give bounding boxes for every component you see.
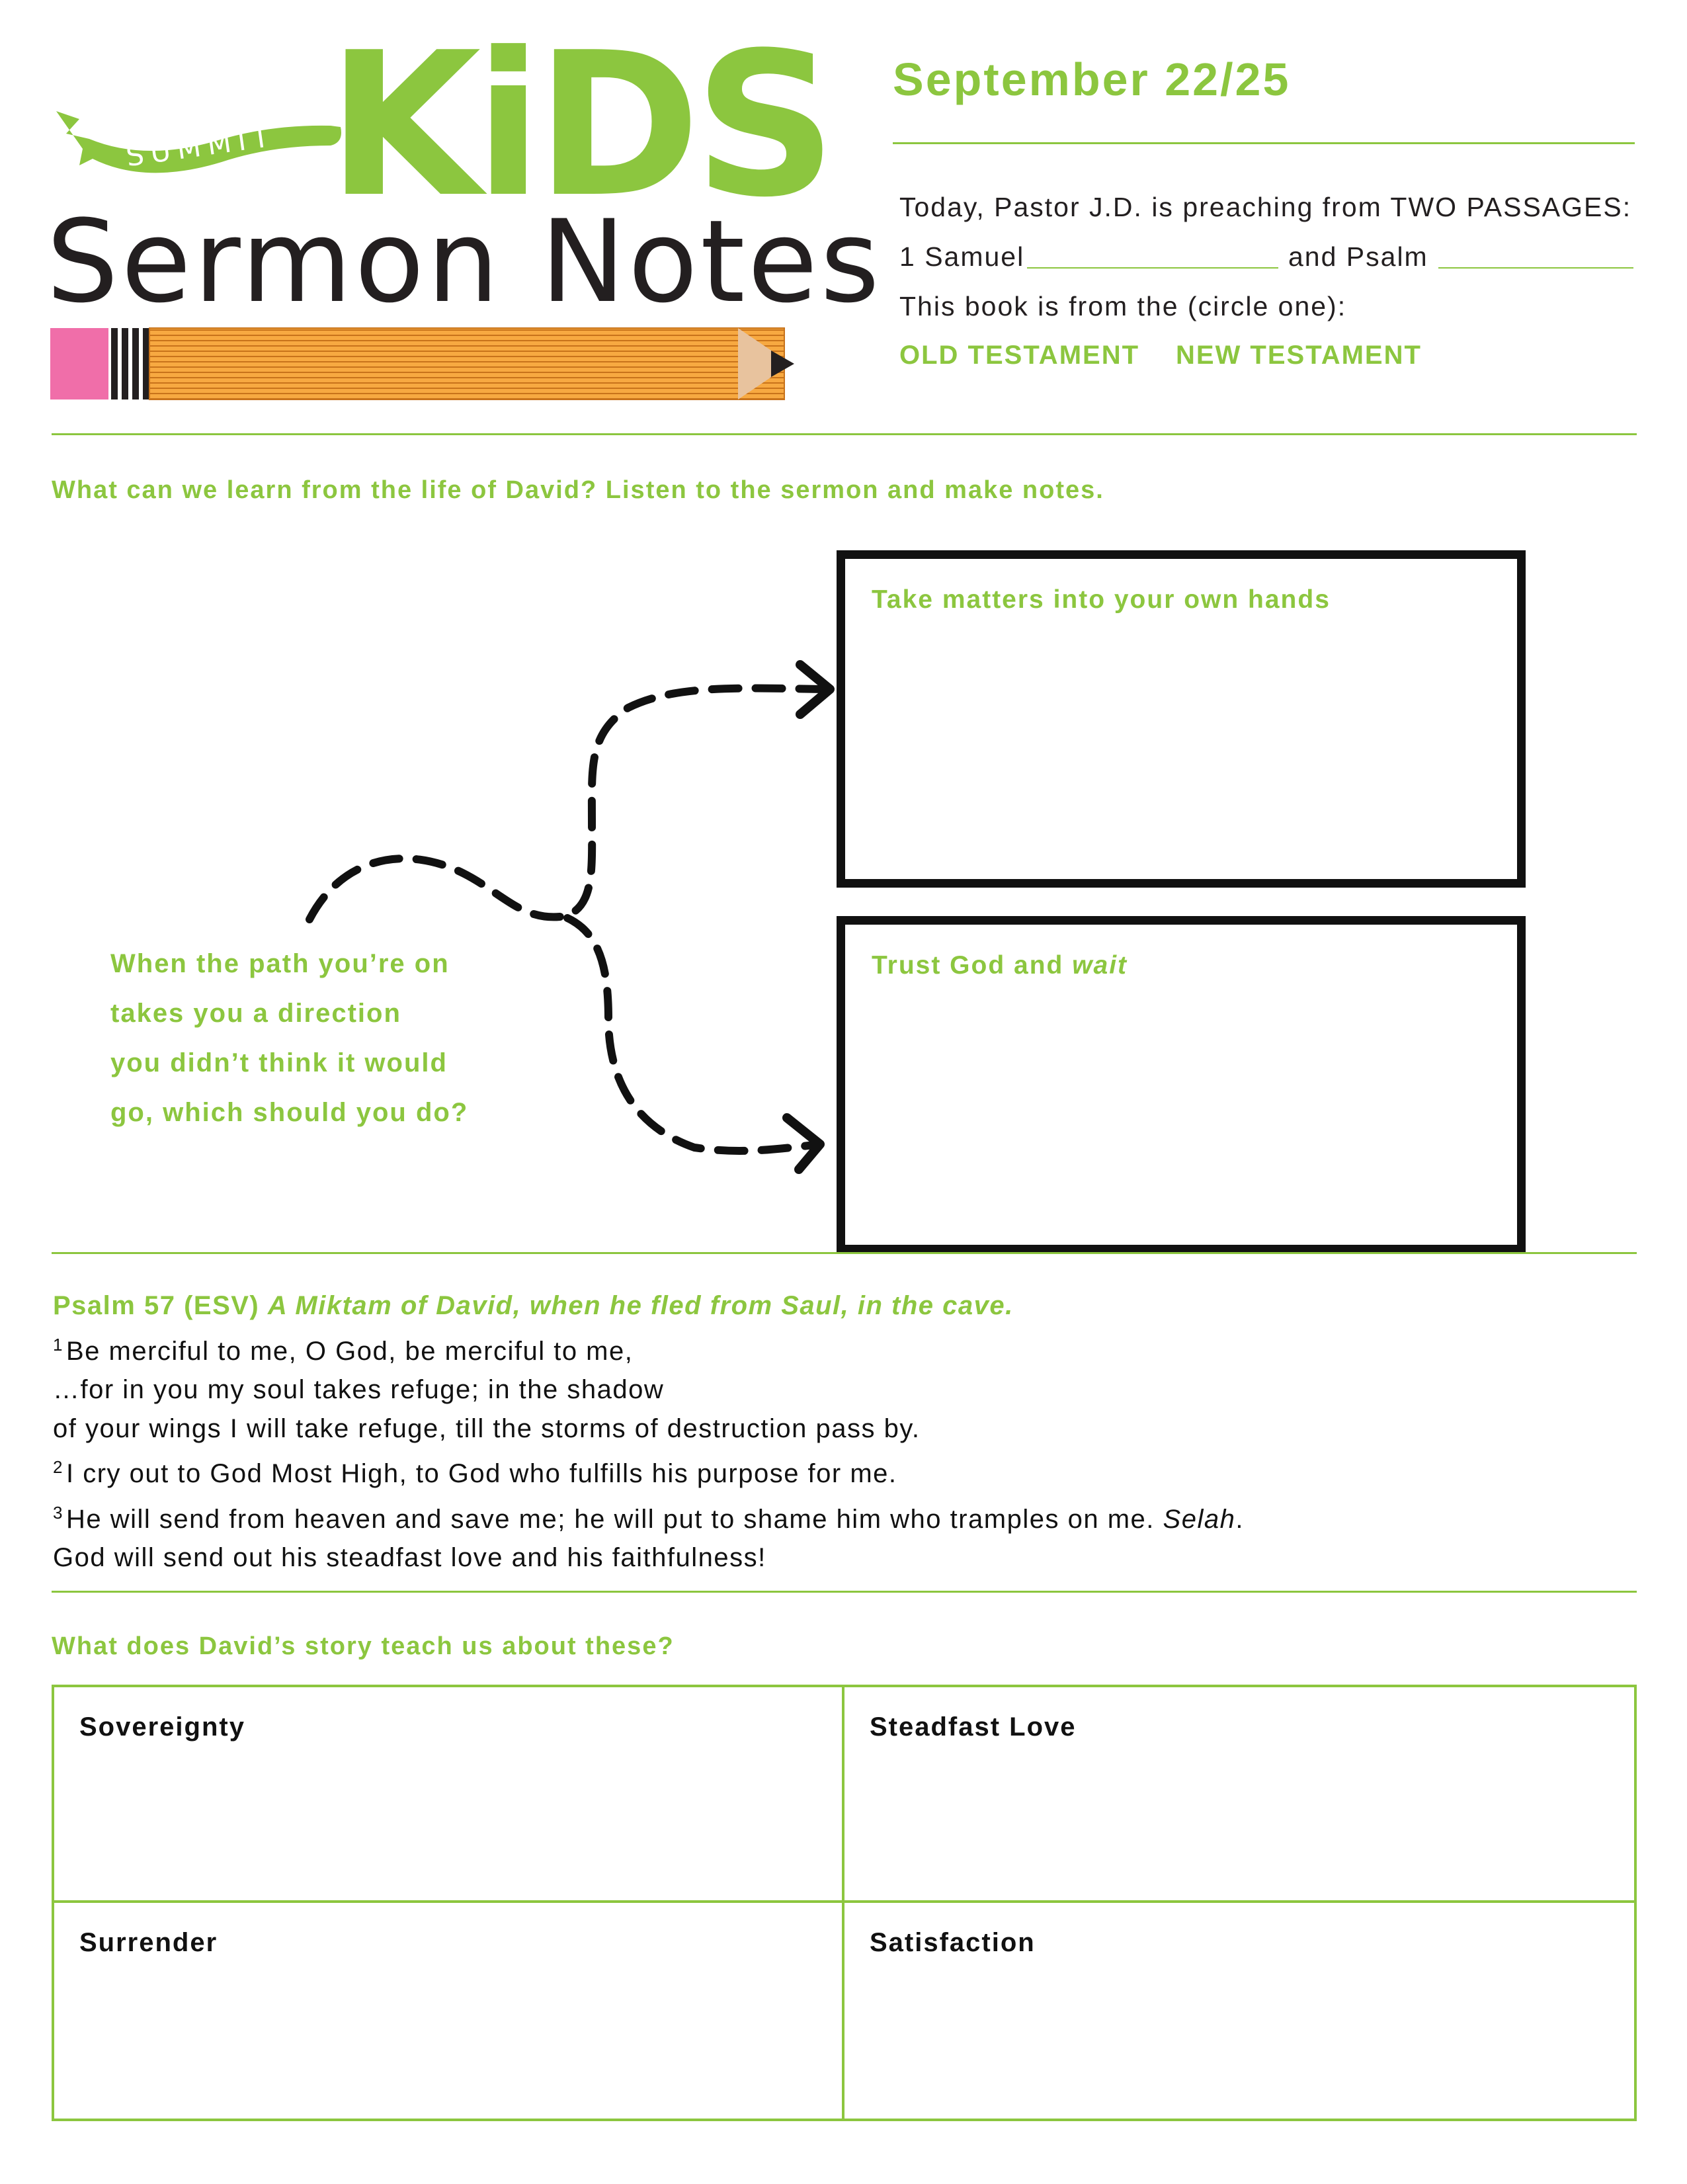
psalm-reference: Psalm 57 (ESV)	[53, 1291, 260, 1320]
psalm-subtitle: A Miktam of David, when he fled from Saul, in the cave.	[267, 1291, 1014, 1320]
question-line: takes you a direction	[110, 999, 401, 1028]
verse-text: God will send out his steadfast love and his faithfulness!	[53, 1543, 766, 1572]
circle-prompt: This book is from the (circle one):	[899, 291, 1347, 321]
divider	[52, 1591, 1637, 1593]
psalm-passage	[53, 1286, 1640, 1577]
verse-number: 2	[53, 1457, 63, 1477]
verse-text: Be merciful to me, O God, be merciful to me,	[65, 1336, 634, 1366]
verse-text: He will send from heaven and save me; he will put to shame him who tramples on me.	[65, 1504, 1163, 1534]
notes-box-trust-god[interactable]	[837, 916, 1526, 1253]
verse-italic: Selah	[1163, 1504, 1236, 1534]
box-label: Take matters into your own hands	[872, 585, 1331, 614]
box-label-plain: Trust God and	[872, 951, 1073, 980]
box-label-italic: wait	[1072, 951, 1128, 980]
kids-wordmark: KiDS	[327, 10, 831, 241]
psalm-line	[53, 1448, 1640, 1493]
psalm-line	[53, 1493, 1640, 1539]
psalm-label: and Psalm	[1288, 241, 1428, 272]
notes-box-own-hands[interactable]	[837, 550, 1526, 888]
cell-label: Satisfaction	[870, 1928, 1036, 1957]
verse-number: 3	[53, 1502, 63, 1523]
psalm-line	[53, 1409, 1640, 1449]
cell-surrender[interactable]	[54, 1903, 844, 2119]
box-label	[872, 951, 1128, 980]
cell-steadfast-love[interactable]	[844, 1687, 1634, 1903]
passages-intro: Today, Pastor J.D. is preaching from TWO PASSAGES:	[899, 192, 1632, 222]
cell-label: Steadfast Love	[870, 1712, 1077, 1742]
verse-text: …for in you my soul takes refuge; in the shadow	[53, 1375, 665, 1404]
samuel-label: 1 Samuel	[899, 241, 1025, 272]
option-old-testament[interactable]: OLD TESTAMENT	[899, 341, 1140, 370]
verse-number: 1	[53, 1334, 63, 1355]
topics-grid	[52, 1685, 1637, 2121]
psalm-line	[53, 1325, 1640, 1371]
section2-prompt: What does David’s story teach us about these?	[52, 1632, 675, 1660]
section1-prompt: What can we learn from the life of David? Listen to the sermon and make notes.	[52, 476, 1104, 504]
verse-punct: .	[1235, 1504, 1244, 1534]
cell-satisfaction[interactable]	[844, 1903, 1634, 2119]
cell-label: Surrender	[79, 1928, 218, 1957]
date: September 22/25	[893, 54, 1291, 105]
page-title: Sermon Notes	[46, 195, 882, 328]
verse-text: I cry out to God Most High, to God who fulfills his purpose for me.	[65, 1459, 897, 1488]
question-line: When the path you’re on	[110, 949, 450, 978]
cell-sovereignty[interactable]	[54, 1687, 844, 1903]
path-question	[110, 939, 507, 1138]
cell-label: Sovereignty	[79, 1712, 245, 1742]
question-line: go, which should you do?	[110, 1098, 469, 1127]
question-line: you didn’t think it would	[110, 1048, 448, 1077]
verse-text: of your wings I will take refuge, till the storms of destruction pass by.	[53, 1413, 921, 1443]
psalm-line	[53, 1538, 1640, 1577]
psalm-line	[53, 1370, 1640, 1409]
option-new-testament[interactable]: NEW TESTAMENT	[1176, 341, 1422, 370]
divider	[52, 1252, 1637, 1254]
banner-text: SUMMIT	[124, 120, 278, 173]
psalm-heading-line	[53, 1286, 1640, 1325]
